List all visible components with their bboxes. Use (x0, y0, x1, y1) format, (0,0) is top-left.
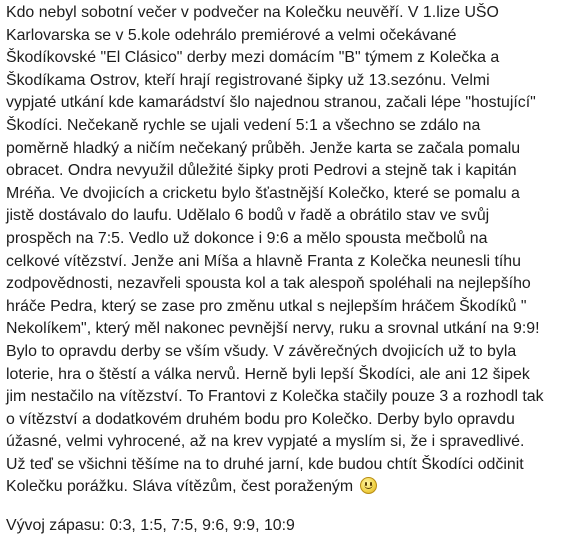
article-last-line (6, 476, 574, 499)
match-progress: Vývoj zápasu: 0:3, 1:5, 7:5, 9:6, 9:9, 10:9 (6, 517, 295, 534)
article-line: celkové vítězství. Jenže ani Míša a hlavně Franta z Kolečka neunesli tíhu (6, 252, 521, 270)
article-line: Škodíkama Ostrov, kteří hrají registrované šipky už 13.sezónu. Velmi (6, 71, 490, 89)
article-line: prospěch na 7:5. Vedlo už dokonce i 9:6 a mělo spousta mečbolů na (6, 229, 488, 247)
article-line: poměrně hladký a ničím nečekaný průběh. Jenže karta se začala pomalu (6, 139, 521, 157)
article-line: jim nestačilo na vítězství. To Frantovi z Kolečka stačily pouze 3 a rozhodl tak (6, 388, 544, 406)
article-line: Mréňa. Ve dvojicích a cricketu bylo šťastnější Kolečko, které se pomalu a (6, 184, 520, 202)
article-line: Už teď se všichni těšíme na to druhé jarní, kde budou chtít Škodíci odčinit (6, 455, 524, 473)
smiley-face-icon (360, 477, 377, 494)
article-line: jistě dostávalo do laufu. Udělalo 6 bodů v řadě a obrátilo stav ve svůj (6, 207, 490, 225)
article-line: obracet. Ondra nevyužil důležité šipky proti Pedrovi a stejně tak i kapitán (6, 162, 517, 180)
article-line: Škodíci. Nečekaně rychle se ujali vedení 5:1 a všechno se zdálo na (6, 116, 481, 134)
article-line: Bylo to opravdu derby se vším všudy. V závěrečných dvojicích už to byla (6, 342, 517, 360)
article-line: Nekolíkem", který měl nakonec pevnější nervy, ruku a srovnal utkání na 9:9! (6, 320, 540, 338)
article-line: Kdo nebyl sobotní večer v podvečer na Kolečku neuvěří. V 1.lize UŠO (6, 4, 499, 21)
article-line: Škodíkovské "El Clásico" derby mezi domácím "B" týmem z Kolečka a (6, 49, 500, 67)
article-line: Karlovarska se v 5.kole odehrálo premiérové a velmi očekávané (6, 26, 457, 44)
article-line: úžasné, velmi vyhrocené, až na krev vypjaté a myslím si, že i spravedlivé. (6, 433, 525, 451)
article-line: hráče Pedra, který se zase pro změnu utkal s nejlepším hráčem Škodíků " (6, 297, 527, 315)
article-line: loterie, hra o štěstí a válka nervů. Herně byli lepší Škodíci, ale ani 12 šipek (6, 365, 530, 383)
article-line: zodpovědnosti, nezavřeli spousta kol a tak alespoň spoléhali na nejlepšího (6, 275, 531, 293)
article-line: o vítězství a dodatkovém druhém bodu pro Kolečko. Derby bylo opravdu (6, 410, 515, 428)
article-body (6, 2, 574, 499)
article-line: vypjaté utkání kde kamarádství šlo najednou stranou, začali lépe "hostující" (6, 94, 536, 112)
article-line-text: Kolečku porážku. Sláva vítězům, čest poraženým (6, 478, 354, 496)
